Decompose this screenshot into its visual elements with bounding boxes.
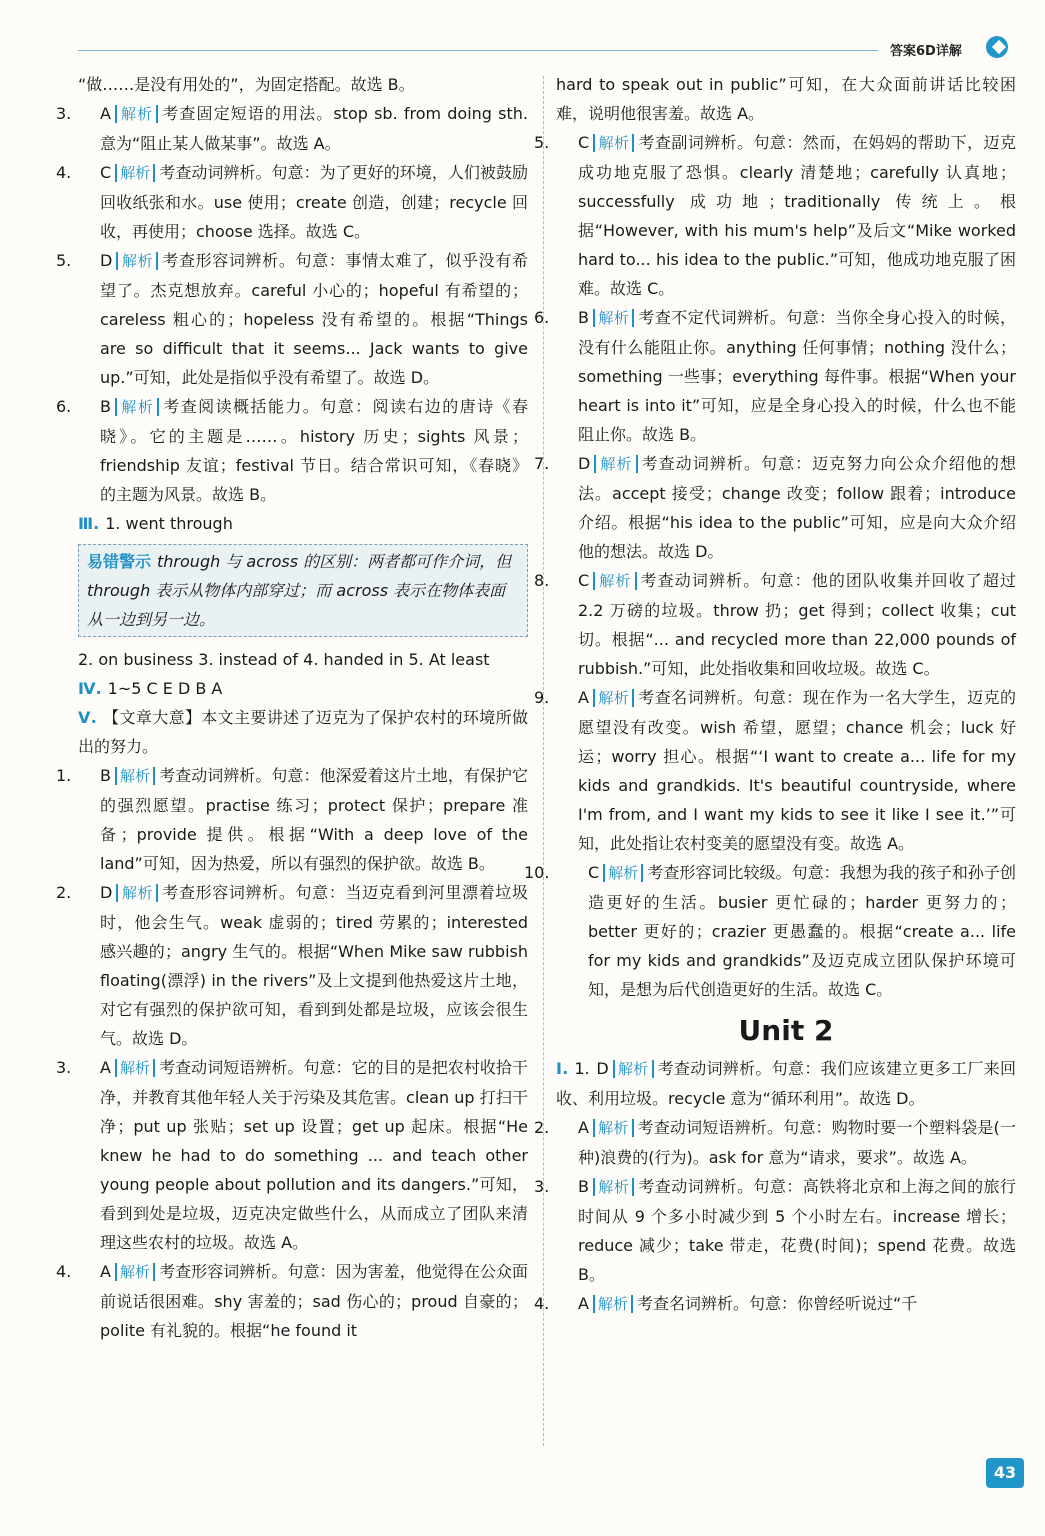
analysis-tag: 解析: [593, 134, 634, 152]
answer-item-v4: 4. A 解析 考查形容词辨析。句意：因为害羞，他觉得在公众面前说话很困难。shy 害羞的；sad 伤心的；proud 自豪的；polite 有礼貌的。根据“he found it: [56, 1262, 528, 1340]
analysis-tag: 解析: [593, 689, 634, 707]
header-rule: [78, 50, 878, 51]
analysis-tag: 解析: [594, 455, 637, 473]
column-divider: [543, 76, 544, 1446]
analysis-tag: 解析: [115, 767, 155, 785]
answer-item-5: 5. D 解析 考查形容词辨析。句意：事情太难了，似乎没有希望了。杰克想放弃。careful 小心的；hopeful 有希望的；careless 粗心的；hopeless 没有希望的。根据“Things are so difficult that it seems... Jack wants to give up.”可知，此处是指似乎没有希望了。故选 D。: [56, 251, 528, 387]
answer-item-v6: 6. B 解析 考查不定代词辨析。句意：当你全身心投入的时候，没有什么能阻止你。anything 任何事情；nothing 没什么；something 一些事；everything 每件事。根据“When your heart is into it”可知，应是全身心投入的时候，什么也不能阻止你。故选 B。: [534, 308, 1016, 444]
answer-item-u4: 4. A 解析 考查名词辨析。句意：你曾经听说过“千: [534, 1294, 918, 1313]
section-4: Ⅳ. 1~5 C E D B A: [78, 679, 223, 698]
answer-item-u2: 2. A 解析 考查动词短语辨析。句意：购物时要一个塑料袋是(一种)浪费的(行为)。ask for 意为“请求，要求”。故选 A。: [534, 1118, 1016, 1167]
analysis-tag: 解析: [593, 309, 634, 327]
analysis-tag: 解析: [115, 164, 155, 182]
analysis-tag: 解析: [115, 105, 158, 123]
answer-item-v3: 3. A 解析 考查动词短语辨析。句意：它的目的是把农村收拾干净，并教育其他年轻人关于污染及其危害。clean up 打扫干净；put up 张贴；set up 设置；get up 起床。根据“He knew he had to do something ... and teach other young people about pollution and its dangers.”可知，看到到处是垃圾，迈克决定做些什么，从而成立了团队来清理这些农村的垃圾。故选 A。: [56, 1058, 528, 1252]
answer-item-v7: 7. D 解析 考查动词辨析。句意：迈克努力向公众介绍他的想法。accept 接受；change 改变；follow 跟着；introduce 介绍。根据“his idea to the public”可知，应是向大众介绍他的想法。故选 D。: [534, 454, 1016, 561]
answer-item-u3: 3. B 解析 考查动词辨析。句意：高铁将北京和上海之间的旅行时间从 9 个多小时减少到 5 个小时左右。increase 增长；reduce 减少；take 带走，花费(时间)；spend 花费。故选 B。: [534, 1177, 1016, 1284]
header-logo-icon: [986, 36, 1008, 58]
answer-item-v9: 9. A 解析 考查名词辨析。句意：现在作为一名大学生，迈克的愿望没有改变。wish 希望，愿望；chance 机会；luck 好运；worry 担心。根据“‘I want to create a... life for my kids and grandkids. It's beautiful countryside, where I'm from, and I want my kids to see it like I see it.’”可知，此处指让农村变美的愿望没有变。故选 A。: [534, 688, 1016, 853]
answer-item-6: 6. B 解析 考查阅读概括能力。句意：阅读右边的唐诗《春晓》。它的主题是……。history 历史；sights 风景；friendship 友谊；festival 节日。结合常识可知，《春晓》的主题为风景。故选 B。: [56, 397, 528, 504]
analysis-tag: 解析: [593, 572, 636, 590]
section-5: Ⅴ. 【文章大意】本文主要讲述了迈克为了保护农村的环境所做出的努力。: [78, 708, 528, 756]
unit-title: Unit 2: [738, 1014, 834, 1047]
answer-item-v2: 2. D 解析 考查形容词辨析。句意：当迈克看到河里漂着垃圾时，他会生气。weak 虚弱的；tired 劳累的；interested 感兴趣的；angry 生气的。根据“When Mike saw rubbish floating(漂浮) in the rivers”及上文提到他热爱这片土地，对它有强烈的保护欲可知，看到到处都是垃圾，应该会很生气。故选 D。: [56, 883, 528, 1048]
answer-item-3: 3. A 解析 考查固定短语的用法。stop sb. from doing sth. 意为“阻止某人做某事”。故选 A。: [56, 104, 528, 153]
analysis-tag: 解析: [593, 1178, 634, 1196]
analysis-tag: 解析: [115, 1263, 155, 1281]
paragraph: “做……是没有用处的”，为固定搭配。故选 B。: [78, 75, 415, 94]
analysis-tag: 解析: [115, 398, 159, 416]
error-tip-label: 易错警示: [87, 552, 152, 571]
answer-item-4: 4. C 解析 考查动词辨析。句意：为了更好的环境，人们被鼓励回收纸张和水。use 使用；create 创造，创建；recycle 回收，再使用；choose 选择。故选 C。: [56, 163, 528, 241]
left-column: [56, 70, 528, 1345]
page-number: 43: [986, 1458, 1024, 1488]
analysis-tag: 解析: [613, 1060, 654, 1078]
section-3: Ⅲ. 1. went through: [78, 514, 233, 533]
analysis-tag: 解析: [116, 252, 158, 270]
answer-item-v5: 5. C 解析 考查副词辨析。句意：然而，在妈妈的帮助下，迈克成功地克服了恐惧。clearly 清楚地；carefully 认真地；successfully 成功地；traditionally 传统上。根据“However, with his mum's help”及后文“Mike worked hard to... his idea to the public.”可知，他成功地克服了困难。故选 C。: [534, 133, 1016, 298]
answer-item-v8: 8. C 解析 考查动词辨析。句意：他的团队收集并回收了超过 2.2 万磅的垃圾。throw 扔；get 得到；collect 收集；cut 切。根据“... and recycled more than 22,000 pounds of rubbish.”可知，此处指收集和回收垃圾。故选 C。: [534, 571, 1016, 678]
answer-item-u1: Ⅰ. 1. D 解析 考查动词辨析。句意：我们应该建立更多工厂来回收、利用垃圾。recycle 意为“循环利用”。故选 D。: [556, 1059, 1016, 1108]
answer-item-v10: 10. C 解析 考查形容词比较级。句意：我想为我的孩子和孙子创造更好的生活。busier 更忙碌的；harder 更努力的；better 更好的；crazier 更愚蠢的。根据“create a... life for my kids and grandkids”及迈克成立团队保护环境可知，是想为后代创造更好的生活。故选 C。: [524, 863, 1016, 999]
analysis-tag: 解析: [116, 884, 158, 902]
section-3-answers: 2. on business 3. instead of 4. handed in 5. At least: [78, 650, 490, 669]
analysis-tag: 解析: [593, 1295, 633, 1313]
right-column: [524, 70, 1016, 1319]
analysis-tag: 解析: [593, 1119, 634, 1137]
analysis-tag: 解析: [603, 864, 643, 882]
answer-item-v1: 1. B 解析 考查动词辨析。句意：他深爱着这片土地，有保护它的强烈愿望。practise 练习；protect 保护；prepare 准备；provide 提供。根据“With a deep love of the land”可知，因为热爱，所以有强烈的保护欲。故选 B。: [56, 766, 528, 873]
error-tip-box: 易错警示 through 与 across 的区别：两者都可作介词，但 through 表示从物体内部穿过；而 across 表示在物体表面从一边到另一边。: [78, 544, 528, 637]
analysis-tag: 解析: [115, 1059, 155, 1077]
header-title: 答案6D详解: [890, 44, 962, 59]
paragraph: hard to speak out in public”可知，在大众面前讲话比较困难，说明他很害羞。故选 A。: [556, 75, 1016, 123]
